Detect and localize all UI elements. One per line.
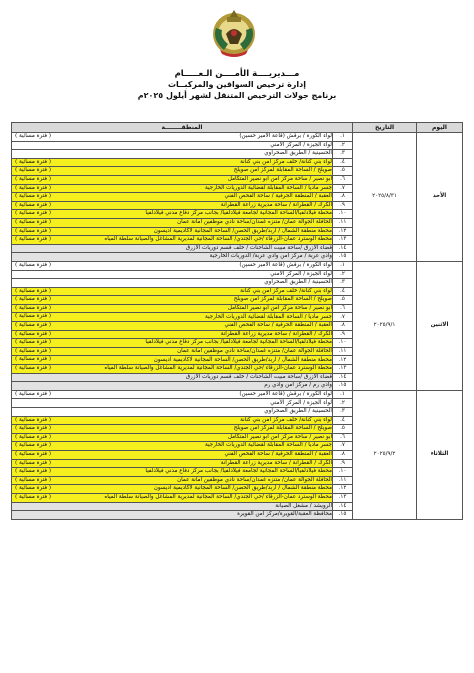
location-cell bbox=[12, 450, 333, 459]
location-text: وادي عربة / مركز امن وادي عربة/ الدوريات الخارجية bbox=[209, 253, 332, 260]
row-number: ١١. bbox=[333, 476, 353, 485]
location-text: محافظة العقبة/القويرة/مركز امن القويرة bbox=[237, 511, 332, 518]
evening-period-tag: ( فترة مسائية ) bbox=[15, 210, 52, 217]
location-cell bbox=[12, 253, 333, 262]
location-cell bbox=[12, 442, 333, 451]
evening-period-tag: ( فترة مسائية ) bbox=[15, 476, 52, 483]
location-cell bbox=[12, 390, 333, 399]
evening-period-tag: ( فترة مسائية ) bbox=[15, 365, 52, 372]
location-text: لواء بني كنانة/ خلف مركز امن بني كنانة bbox=[240, 416, 332, 423]
evening-period-tag: ( فترة مسائية ) bbox=[15, 218, 52, 225]
location-cell bbox=[12, 485, 333, 494]
location-text: لواء الكورة / برقش (قاعة الأمير حسين) bbox=[239, 390, 332, 397]
location-text: لواء الكورة / برقش (قاعة الأمير حسين) bbox=[239, 133, 332, 140]
location-text: محطة الوسترد عمان-الزرقاء /حي الجندي/ الساحة المجانية لمديرية المشاغل والصيانة سلطة المياه bbox=[104, 236, 332, 243]
day-cell: الاثنين bbox=[417, 261, 463, 390]
date-cell: ٢٠٢٥/٩/٢ bbox=[353, 390, 417, 519]
location-text: قضاء الأزرق /ساحة مبيت الشاحنات / خلف قسم دوريات الازرق bbox=[185, 373, 332, 380]
location-cell bbox=[12, 210, 333, 219]
location-text: العقبة / المنطقة الحرفية / ساحة الفحص الفني bbox=[224, 322, 332, 329]
location-text: الحسينية / الطريق الصحراوي bbox=[264, 408, 332, 415]
row-number: ٢. bbox=[333, 270, 353, 279]
location-text: أبو نصير / ساحة مركز امن ابو نصير المتكامل bbox=[227, 304, 332, 311]
evening-period-tag: ( فترة مسائية ) bbox=[15, 468, 52, 475]
schedule-table bbox=[11, 122, 463, 520]
evening-period-tag: ( فترة مسائية ) bbox=[15, 175, 52, 182]
row-number: ٨. bbox=[333, 450, 353, 459]
row-number: ٩. bbox=[333, 201, 353, 210]
row-number: ٤. bbox=[333, 416, 353, 425]
evening-period-tag: ( فترة مسائية ) bbox=[15, 313, 52, 320]
location-cell bbox=[12, 476, 333, 485]
location-cell bbox=[12, 365, 333, 374]
evening-period-tag: ( فترة مسائية ) bbox=[15, 133, 52, 139]
row-number: ١. bbox=[333, 261, 353, 270]
row-number: ١٥. bbox=[333, 511, 353, 520]
location-text: أبو نصير / ساحة مركز امن ابو نصير المتكامل bbox=[227, 433, 332, 440]
location-cell bbox=[12, 459, 333, 468]
location-cell bbox=[12, 287, 333, 296]
header-line-program: برنامج جولات الترخيص المتنقل لشهر أيلول ٢٠٢٥م bbox=[137, 91, 337, 100]
row-number: ١٥. bbox=[333, 382, 353, 391]
location-text: محطة منطقة الشمال / اربد/طريق الحصن/ الساحة المجانية لاكاديمية اديسون bbox=[153, 356, 332, 363]
row-number: ١٠. bbox=[333, 468, 353, 477]
location-cell bbox=[12, 339, 333, 348]
row-number: ٩. bbox=[333, 459, 353, 468]
table-row bbox=[12, 390, 463, 399]
row-number: ٨. bbox=[333, 322, 353, 331]
location-text: الحسينية / الطريق الصحراوي bbox=[264, 150, 332, 157]
location-text: صويلح / الساحة المقابلة لمركز امن صويلح bbox=[233, 296, 332, 303]
evening-period-tag: ( فترة مسائية ) bbox=[15, 296, 52, 303]
row-number: ١١. bbox=[333, 218, 353, 227]
row-number: ٣. bbox=[333, 408, 353, 417]
location-cell bbox=[12, 502, 333, 511]
location-text: صويلح / الساحة المقابلة لمركز امن صويلح bbox=[233, 425, 332, 432]
evening-period-tag: ( فترة مسائية ) bbox=[15, 390, 52, 397]
row-number: ١. bbox=[333, 390, 353, 399]
location-cell bbox=[12, 193, 333, 202]
location-text: لواء بني كنانة/ خلف مركز امن بني كنانة bbox=[240, 287, 332, 294]
row-number: ١٣. bbox=[333, 236, 353, 245]
row-number: ٣. bbox=[333, 279, 353, 288]
row-number: ١٠. bbox=[333, 339, 353, 348]
location-cell bbox=[12, 356, 333, 365]
location-text: الحافلة الجوالة عمان/ متنزه غمدان/ساحة نادي موظفين أمانة عمان bbox=[177, 347, 332, 354]
row-number: ٦. bbox=[333, 433, 353, 442]
evening-period-tag: ( فترة مسائية ) bbox=[15, 287, 52, 294]
evening-period-tag: ( فترة مسائية ) bbox=[15, 425, 52, 432]
location-cell bbox=[12, 261, 333, 270]
location-text: لواء الجيزة / المركز الأمني bbox=[270, 399, 332, 406]
row-number: ٧. bbox=[333, 442, 353, 451]
evening-period-tag: ( فترة مسائية ) bbox=[15, 459, 52, 466]
row-number: ٧. bbox=[333, 313, 353, 322]
location-text: الحسينية / الطريق الصحراوي bbox=[264, 279, 332, 286]
location-cell bbox=[12, 158, 333, 167]
location-cell bbox=[12, 511, 333, 520]
evening-period-tag: ( فترة مسائية ) bbox=[15, 227, 52, 234]
row-number: ١٤. bbox=[333, 502, 353, 511]
row-number: ٦. bbox=[333, 175, 353, 184]
location-text: محطة فيلادلفيا/الساحة المجانية لجامعة فيلادلفيا/ بجانب مركز دفاع مدني فيلادلفيا bbox=[145, 339, 332, 346]
location-text: محطة الوسترد عمان-الزرقاء /حي الجندي/ الساحة المجانية لمديرية المشاغل والصيانة سلطة المياه bbox=[104, 365, 332, 372]
row-number: ٢. bbox=[333, 399, 353, 408]
evening-period-tag: ( فترة مسائية ) bbox=[15, 450, 52, 457]
location-cell bbox=[12, 433, 333, 442]
evening-period-tag: ( فترة مسائية ) bbox=[15, 347, 52, 354]
location-cell bbox=[12, 347, 333, 356]
evening-period-tag: ( فترة مسائية ) bbox=[15, 236, 52, 243]
location-text: الرويشد / مشغل الصيانة bbox=[275, 502, 332, 509]
location-cell bbox=[12, 133, 333, 142]
evening-period-tag: ( فترة مسائية ) bbox=[15, 485, 52, 492]
header-line-directorate: مـــديريــــة الأمــــن الـعـــــام bbox=[174, 69, 300, 79]
row-number: ٥. bbox=[333, 425, 353, 434]
location-text: محطة الوسترد عمان-الزرقاء /حي الجندي/ الساحة المجانية لمديرية المشاغل والصيانة سلطة المياه bbox=[104, 494, 332, 501]
location-cell bbox=[12, 304, 333, 313]
location-cell bbox=[12, 218, 333, 227]
location-cell bbox=[12, 468, 333, 477]
evening-period-tag: ( فترة مسائية ) bbox=[15, 433, 52, 440]
row-number: ١. bbox=[333, 133, 353, 142]
evening-period-tag: ( فترة مسائية ) bbox=[15, 339, 52, 346]
row-number: ٥. bbox=[333, 296, 353, 305]
evening-period-tag: ( فترة مسائية ) bbox=[15, 356, 52, 363]
location-cell bbox=[12, 373, 333, 382]
evening-period-tag: ( فترة مسائية ) bbox=[15, 304, 52, 311]
location-text: لواء الجيزة / المركز الأمني bbox=[270, 270, 332, 277]
location-text: الكرك / القطرانة / ساحة مديرية زراعة القطرانة bbox=[220, 201, 332, 208]
day-cell: الأحد bbox=[417, 133, 463, 262]
location-cell bbox=[12, 150, 333, 159]
location-cell bbox=[12, 330, 333, 339]
location-cell bbox=[12, 175, 333, 184]
evening-period-tag: ( فترة مسائية ) bbox=[15, 493, 52, 500]
location-text: وادي رم / مركز امن وادي رم bbox=[264, 382, 332, 389]
evening-period-tag: ( فترة مسائية ) bbox=[15, 201, 52, 208]
location-cell bbox=[12, 244, 333, 253]
location-text: قضاء الأزرق /ساحة مبيت الشاحنات / خلف قسم دوريات الازرق bbox=[185, 244, 332, 251]
header-line-department: إدارة ترخيص السواقين والمركبــات bbox=[167, 80, 307, 89]
location-text: العقبة / المنطقة الحرفية / ساحة الفحص الفني bbox=[224, 193, 332, 200]
evening-period-tag: ( فترة مسائية ) bbox=[15, 442, 52, 449]
jordan-emblem-logo bbox=[206, 4, 262, 60]
location-cell bbox=[12, 493, 333, 502]
location-cell bbox=[12, 416, 333, 425]
row-number: ١١. bbox=[333, 347, 353, 356]
location-cell bbox=[12, 382, 333, 391]
location-cell bbox=[12, 236, 333, 245]
row-number: ١٥. bbox=[333, 253, 353, 262]
location-text: الكرك / القطرانة / ساحة مديرية زراعة القطرانة bbox=[220, 459, 332, 466]
location-cell bbox=[12, 408, 333, 417]
evening-period-tag: ( فترة مسائية ) bbox=[15, 158, 52, 165]
row-number: ٣. bbox=[333, 150, 353, 159]
evening-period-tag: ( فترة مسائية ) bbox=[15, 322, 52, 329]
row-number: ١٣. bbox=[333, 493, 353, 502]
table-row bbox=[12, 133, 463, 142]
column-header-area: المنطقــــــــة bbox=[12, 123, 353, 133]
column-header-day: اليوم bbox=[417, 123, 463, 133]
row-number: ١٤. bbox=[333, 244, 353, 253]
location-cell bbox=[12, 322, 333, 331]
row-number: ١٠. bbox=[333, 210, 353, 219]
location-cell bbox=[12, 296, 333, 305]
row-number: ٧. bbox=[333, 184, 353, 193]
row-number: ١٣. bbox=[333, 365, 353, 374]
evening-period-tag: ( فترة مسائية ) bbox=[15, 330, 52, 337]
evening-period-tag: ( فترة مسائية ) bbox=[15, 167, 52, 174]
location-text: محطة منطقة الشمال / اربد/طريق الحصن/ الساحة المجانية لاكاديمية اديسون bbox=[153, 227, 332, 234]
location-text: لواء بني كنانة/ خلف مركز امن بني كنانة bbox=[240, 158, 332, 165]
location-text: صويلح / الساحة المقابلة لمركز امن صويلح bbox=[233, 167, 332, 174]
location-text: العقبة / المنطقة الحرفية / ساحة الفحص الفني bbox=[224, 451, 332, 458]
row-number: ١٤. bbox=[333, 373, 353, 382]
location-cell bbox=[12, 425, 333, 434]
location-text: الحافلة الجوالة عمان/ متنزه غمدان/ساحة نادي موظفين أمانة عمان bbox=[177, 219, 332, 226]
evening-period-tag: ( فترة مسائية ) bbox=[15, 184, 52, 191]
location-text: جسر ماديا / الساحة المقابلة لقضائية الدوريات الخارجية bbox=[204, 184, 332, 191]
evening-period-tag: ( فترة مسائية ) bbox=[15, 416, 52, 423]
location-text: لواء الكورة / برقش (قاعة الأمير حسين) bbox=[239, 262, 332, 268]
table-header-row bbox=[12, 123, 463, 133]
row-number: ٩. bbox=[333, 330, 353, 339]
row-number: ٨. bbox=[333, 193, 353, 202]
location-cell bbox=[12, 270, 333, 279]
evening-period-tag: ( فترة مسائية ) bbox=[15, 193, 52, 200]
column-header-date: التاريخ bbox=[353, 123, 417, 133]
row-number: ٥. bbox=[333, 167, 353, 176]
location-cell bbox=[12, 227, 333, 236]
location-text: محطة فيلادلفيا/الساحة المجانية لجامعة فيلادلفيا/ بجانب مركز دفاع مدني فيلادلفيا bbox=[145, 468, 332, 475]
row-number: ١٢. bbox=[333, 356, 353, 365]
row-number: ٦. bbox=[333, 304, 353, 313]
location-text: أبو نصير / ساحة مركز امن ابو نصير المتكامل bbox=[227, 176, 332, 183]
location-cell bbox=[12, 167, 333, 176]
location-text: محطة فيلادلفيا/الساحة المجانية لجامعة فيلادلفيا/ بجانب مركز دفاع مدني فيلادلفيا bbox=[145, 210, 332, 217]
location-text: لواء الجيزة / المركز الأمني bbox=[270, 141, 332, 148]
location-cell bbox=[12, 313, 333, 322]
location-cell bbox=[12, 279, 333, 288]
location-text: جسر ماديا / الساحة المقابلة لقضائية الدوريات الخارجية bbox=[204, 442, 332, 449]
date-cell: ٢٠٢٥/٩/١ bbox=[353, 261, 417, 390]
location-text: محطة منطقة الشمال / اربد/طريق الحصن/ الساحة المجانية لاكاديمية اديسون bbox=[153, 485, 332, 492]
row-number: ٢. bbox=[333, 141, 353, 150]
evening-period-tag: ( فترة مسائية ) bbox=[15, 261, 52, 268]
location-cell bbox=[12, 184, 333, 193]
row-number: ٤. bbox=[333, 287, 353, 296]
location-text: الكرك / القطرانة / ساحة مديرية زراعة القطرانة bbox=[220, 330, 332, 337]
day-cell: الثلاثاء bbox=[417, 390, 463, 519]
table-row bbox=[12, 261, 463, 270]
location-cell bbox=[12, 399, 333, 408]
location-cell bbox=[12, 201, 333, 210]
row-number: ١٢. bbox=[333, 227, 353, 236]
date-cell: ٢٠٢٥/٨/٣١ bbox=[353, 133, 417, 262]
location-cell bbox=[12, 141, 333, 150]
row-number: ٤. bbox=[333, 158, 353, 167]
row-number: ١٢. bbox=[333, 485, 353, 494]
location-text: الحافلة الجوالة عمان/ متنزه غمدان/ساحة نادي موظفين أمانة عمان bbox=[177, 476, 332, 483]
location-text: جسر ماديا / الساحة المقابلة لقضائية الدوريات الخارجية bbox=[204, 313, 332, 320]
